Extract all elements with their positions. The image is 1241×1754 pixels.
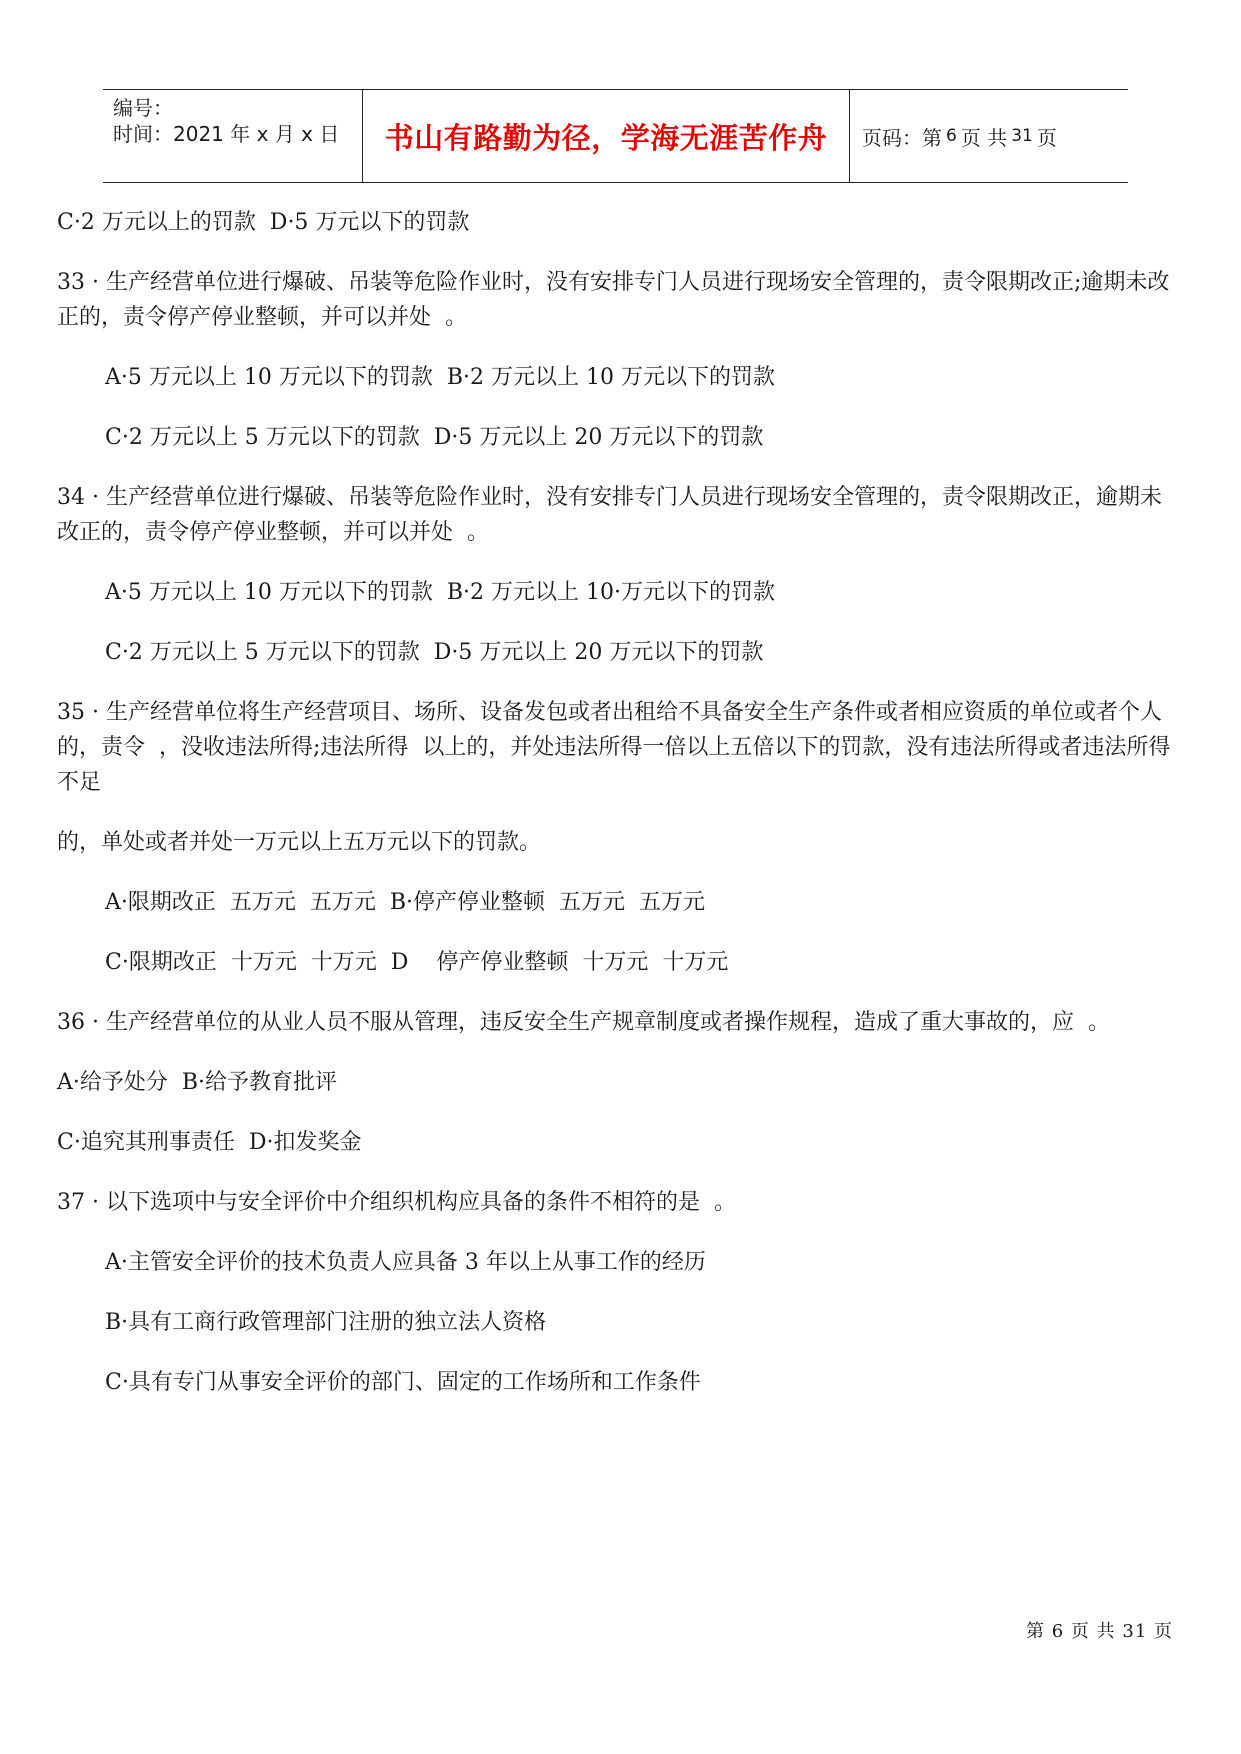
text-line: A·主管安全评价的技术负责人应具备 3 年以上从事工作的经历 xyxy=(105,1250,706,1275)
time-label: 时间：2021 年 x 月 x 日 xyxy=(113,122,340,146)
page-footer: 第 6 页 共 31 页 xyxy=(1026,1621,1173,1642)
page-total: 31 xyxy=(1011,126,1033,146)
page-number: 6 xyxy=(946,126,957,146)
text-line: A·给予处分 B·给予教育批评 xyxy=(57,1070,338,1095)
page-header xyxy=(103,89,1128,183)
text-line: 的，单处或者并处一万元以上五万元以下的罚款。 xyxy=(57,830,542,855)
text-line: B·具有工商行政管理部门注册的独立法人资格 xyxy=(105,1310,547,1335)
page-mid: 页 共 xyxy=(960,125,1008,150)
text-line: C·2 万元以上的罚款 D·5 万元以下的罚款 xyxy=(57,210,470,235)
document-body xyxy=(57,205,1177,1400)
text-line: C·追究其刑事责任 D·扣发奖金 xyxy=(57,1130,362,1155)
text-line: 37 · 以下选项中与安全评价中介组织机构应具备的条件不相符的是 。 xyxy=(57,1190,736,1215)
text-line: A·5 万元以上 10 万元以下的罚款 B·2 万元以上 10·万元以下的罚款 xyxy=(105,580,775,605)
text-line: C·2 万元以上 5 万元以下的罚款 D·5 万元以上 20 万元以下的罚款 xyxy=(105,425,764,450)
text-line: 35 · 生产经营单位将生产经营项目、场所、设备发包或者出租给不具备安全生产条件或者相应资质的单位或者个人的，责令 ，没收违法所得;违法所得 以上的，并处违法所得一倍以上五倍以下的罚款，没有违法所得或者违法所得不足 xyxy=(57,700,1171,795)
page-prefix: 页码：第 xyxy=(862,125,942,150)
header-meta xyxy=(103,90,363,182)
text-line: A·5 万元以上 10 万元以下的罚款 B·2 万元以上 10 万元以下的罚款 xyxy=(105,365,775,390)
text-line: 34 · 生产经营单位进行爆破、吊装等危险作业时，没有安排专门人员进行现场安全管理的，责令限期改正，逾期未改正的，责令停产停业整顿，并可以并处 。 xyxy=(57,485,1162,545)
serial-label: 编号： xyxy=(113,96,173,120)
text-line: C·2 万元以上 5 万元以下的罚款 D·5 万元以上 20 万元以下的罚款 xyxy=(105,640,764,665)
text-line: 33 · 生产经营单位进行爆破、吊装等危险作业时，没有安排专门人员进行现场安全管理的，责令限期改正;逾期未改正的，责令停产停业整顿，并可以并处 。 xyxy=(57,270,1170,330)
text-line: C·限期改正 十万元 十万元 D 停产停业整顿 十万元 十万元 xyxy=(105,950,729,975)
text-line: 36 · 生产经营单位的从业人员不服从管理，违反安全生产规章制度或者操作规程，造成了重大事故的，应 。 xyxy=(57,1010,1110,1035)
page-suffix: 页 xyxy=(1036,125,1057,150)
text-line: A·限期改正 五万元 五万元 B·停产停业整顿 五万元 五万元 xyxy=(105,890,705,915)
text-line: C·具有专门从事安全评价的部门、固定的工作场所和工作条件 xyxy=(105,1370,701,1395)
header-page-indicator xyxy=(850,90,1128,182)
header-motto: 书山有路勤为径，学海无涯苦作舟 xyxy=(363,90,850,182)
